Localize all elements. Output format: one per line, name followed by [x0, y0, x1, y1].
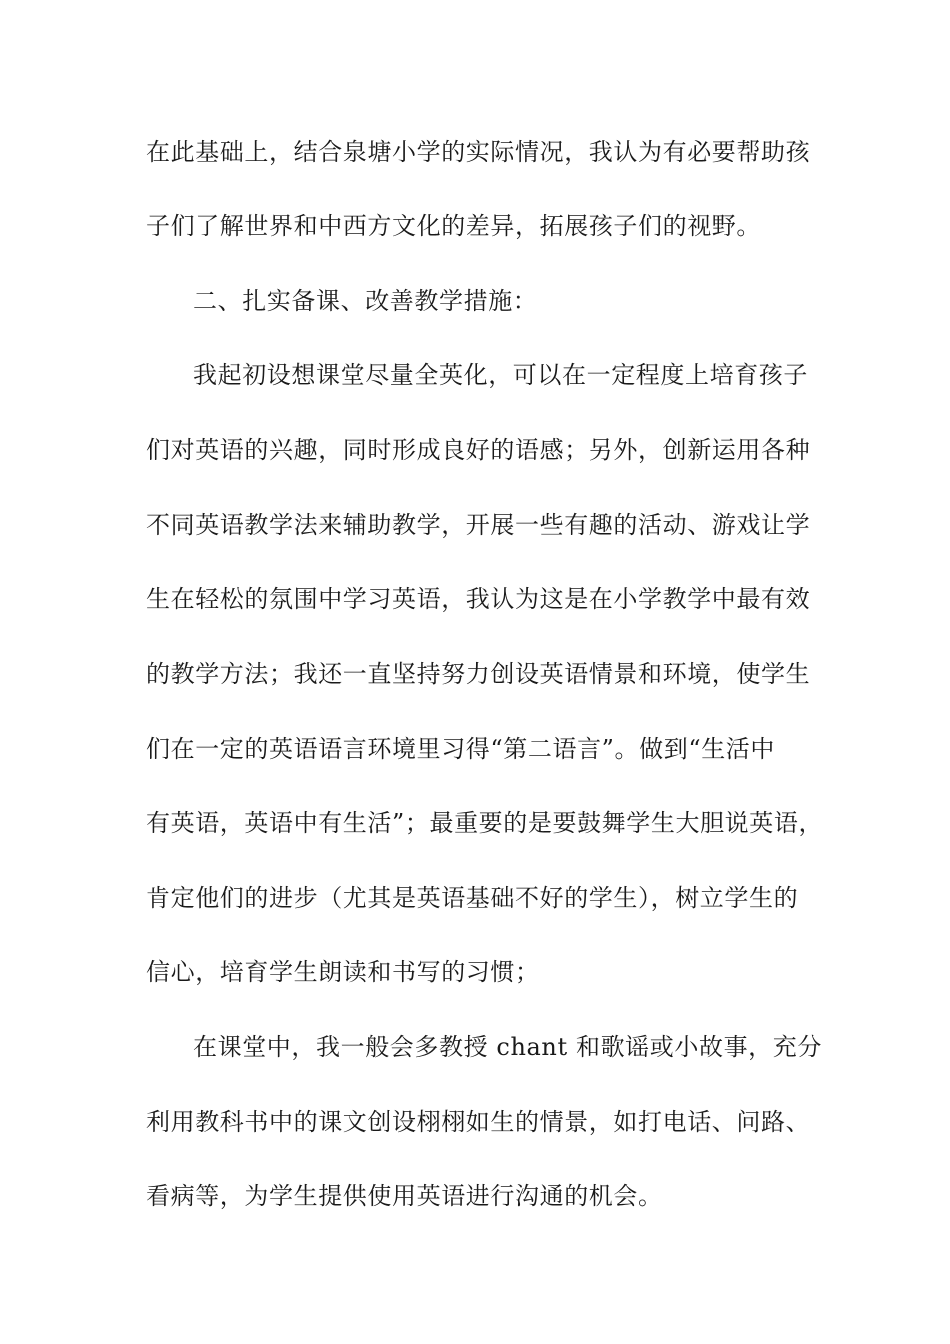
- text-line: 在此基础上，结合泉塘小学的实际情况，我认为有必要帮助孩: [146, 138, 811, 166]
- text-line: 看病等，为学生提供使用英语进行沟通的机会。: [146, 1182, 663, 1210]
- text-line: 不同英语教学法来辅助教学，开展一些有趣的活动、游戏让学: [146, 511, 811, 539]
- text-line: 们对英语的兴趣，同时形成良好的语感；另外，创新运用各种: [146, 436, 811, 464]
- text-line: 在课堂中，我一般会多教授 chant 和歌谣或小故事，充分: [193, 1033, 822, 1061]
- section-heading: 二、扎实备课、改善教学措施：: [193, 287, 538, 315]
- text-line: 生在轻松的氛围中学习英语，我认为这是在小学教学中最有效: [146, 585, 811, 613]
- text-line: 肯定他们的进步（尤其是英语基础不好的学生），树立学生的: [146, 884, 799, 912]
- text-line: 的教学方法；我还一直坚持努力创设英语情景和环境，使学生: [146, 660, 811, 688]
- text-line: 信心，培育学生朗读和书写的习惯；: [146, 958, 540, 986]
- text-line: 有英语，英语中有生活”；最重要的是要鼓舞学生大胆说英语，: [146, 809, 824, 837]
- text-line: 们在一定的英语语言环境里习得“第二语言”。做到“生活中: [146, 735, 776, 763]
- text-line: 子们了解世界和中西方文化的差异，拓展孩子们的视野。: [146, 212, 761, 240]
- text-line: 利用教科书中的课文创设栩栩如生的情景，如打电话、问路、: [146, 1108, 811, 1136]
- text-line: 我起初设想课堂尽量全英化，可以在一定程度上培育孩子: [193, 361, 808, 389]
